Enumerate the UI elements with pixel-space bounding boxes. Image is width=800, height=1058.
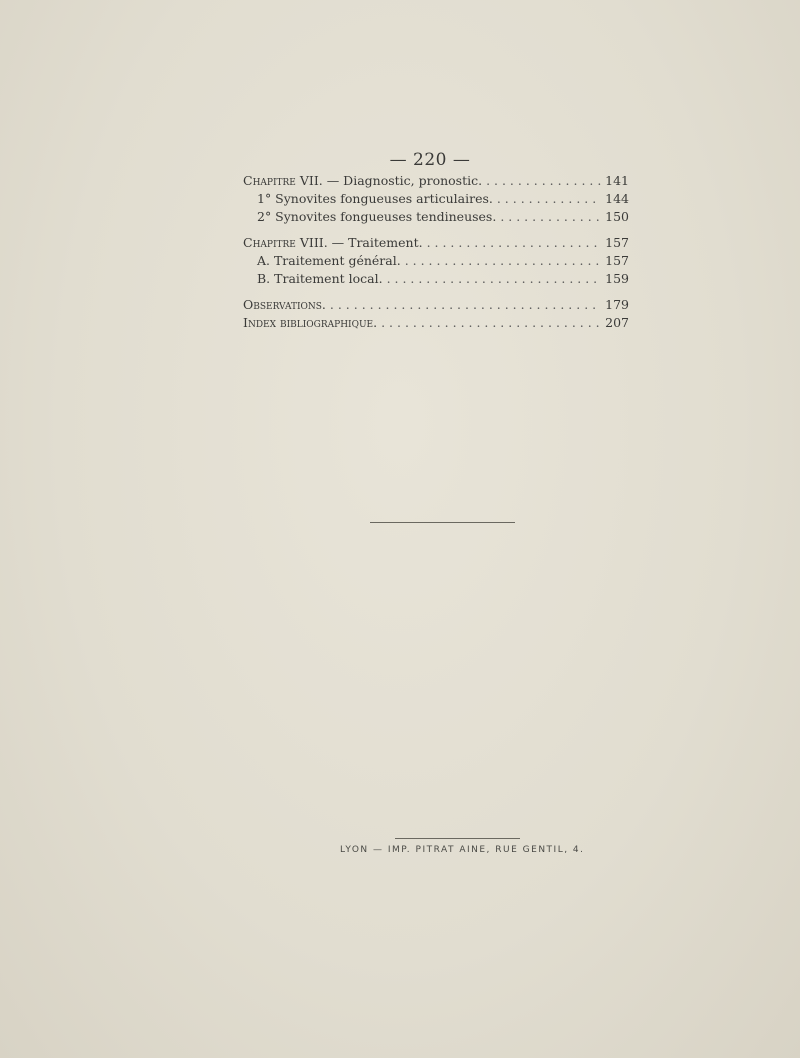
toc-entry-articulaires <box>243 190 629 208</box>
toc-entry-label <box>243 172 482 190</box>
toc-entry-label <box>243 296 326 314</box>
leader-dots <box>427 234 601 252</box>
section-title: Observations. <box>243 297 326 312</box>
chapter-title: VIII. — Traitement. <box>295 235 423 250</box>
chapter-prefix: Chapitre <box>243 235 296 250</box>
chapter-prefix: Chapitre <box>243 173 296 188</box>
table-of-contents <box>243 172 629 332</box>
toc-page-number: 207 <box>605 315 629 330</box>
toc-entry-tendineuses <box>243 208 629 226</box>
toc-entry-traitement-general <box>243 252 629 270</box>
toc-page-number: 144 <box>605 191 629 206</box>
toc-page-number: 141 <box>605 173 629 188</box>
leader-dots <box>330 296 601 314</box>
leader-dots <box>500 208 601 226</box>
section-title: Index bibliographique. <box>243 315 378 330</box>
chapter-title: VII. — Diagnostic, pronostic. <box>295 173 483 188</box>
toc-page-number: 157 <box>605 253 629 268</box>
toc-entry-label <box>243 234 423 252</box>
leader-dots <box>497 190 601 208</box>
toc-entry-chapter-8 <box>243 234 629 252</box>
leader-dots <box>405 252 601 270</box>
page-number: — 220 — <box>389 150 471 170</box>
leader-dots <box>387 270 601 288</box>
toc-page-number: 157 <box>605 235 629 250</box>
toc-entry-observations <box>243 296 629 314</box>
toc-entry-chapter-7 <box>243 172 629 190</box>
printer-imprint: LYON — IMP. PITRAT AINE, RUE GENTIL, 4. <box>340 845 585 855</box>
divider-rule <box>370 522 515 523</box>
imprint-rule <box>395 838 520 839</box>
leader-dots <box>486 172 601 190</box>
toc-entry-label: A. Traitement général. <box>257 253 401 268</box>
toc-entry-label: B. Traitement local. <box>257 271 383 286</box>
toc-entry-traitement-local <box>243 270 629 288</box>
toc-entry-label <box>243 314 377 332</box>
leader-dots <box>381 314 601 332</box>
toc-entry-label: 1° Synovites fongueuses articulaires. <box>257 191 493 206</box>
toc-entry-label: 2° Synovites fongueuses tendineuses. <box>257 209 497 224</box>
toc-page-number: 159 <box>605 271 629 286</box>
toc-entry-index <box>243 314 629 332</box>
toc-page-number: 179 <box>605 297 629 312</box>
toc-page-number: 150 <box>605 209 629 224</box>
